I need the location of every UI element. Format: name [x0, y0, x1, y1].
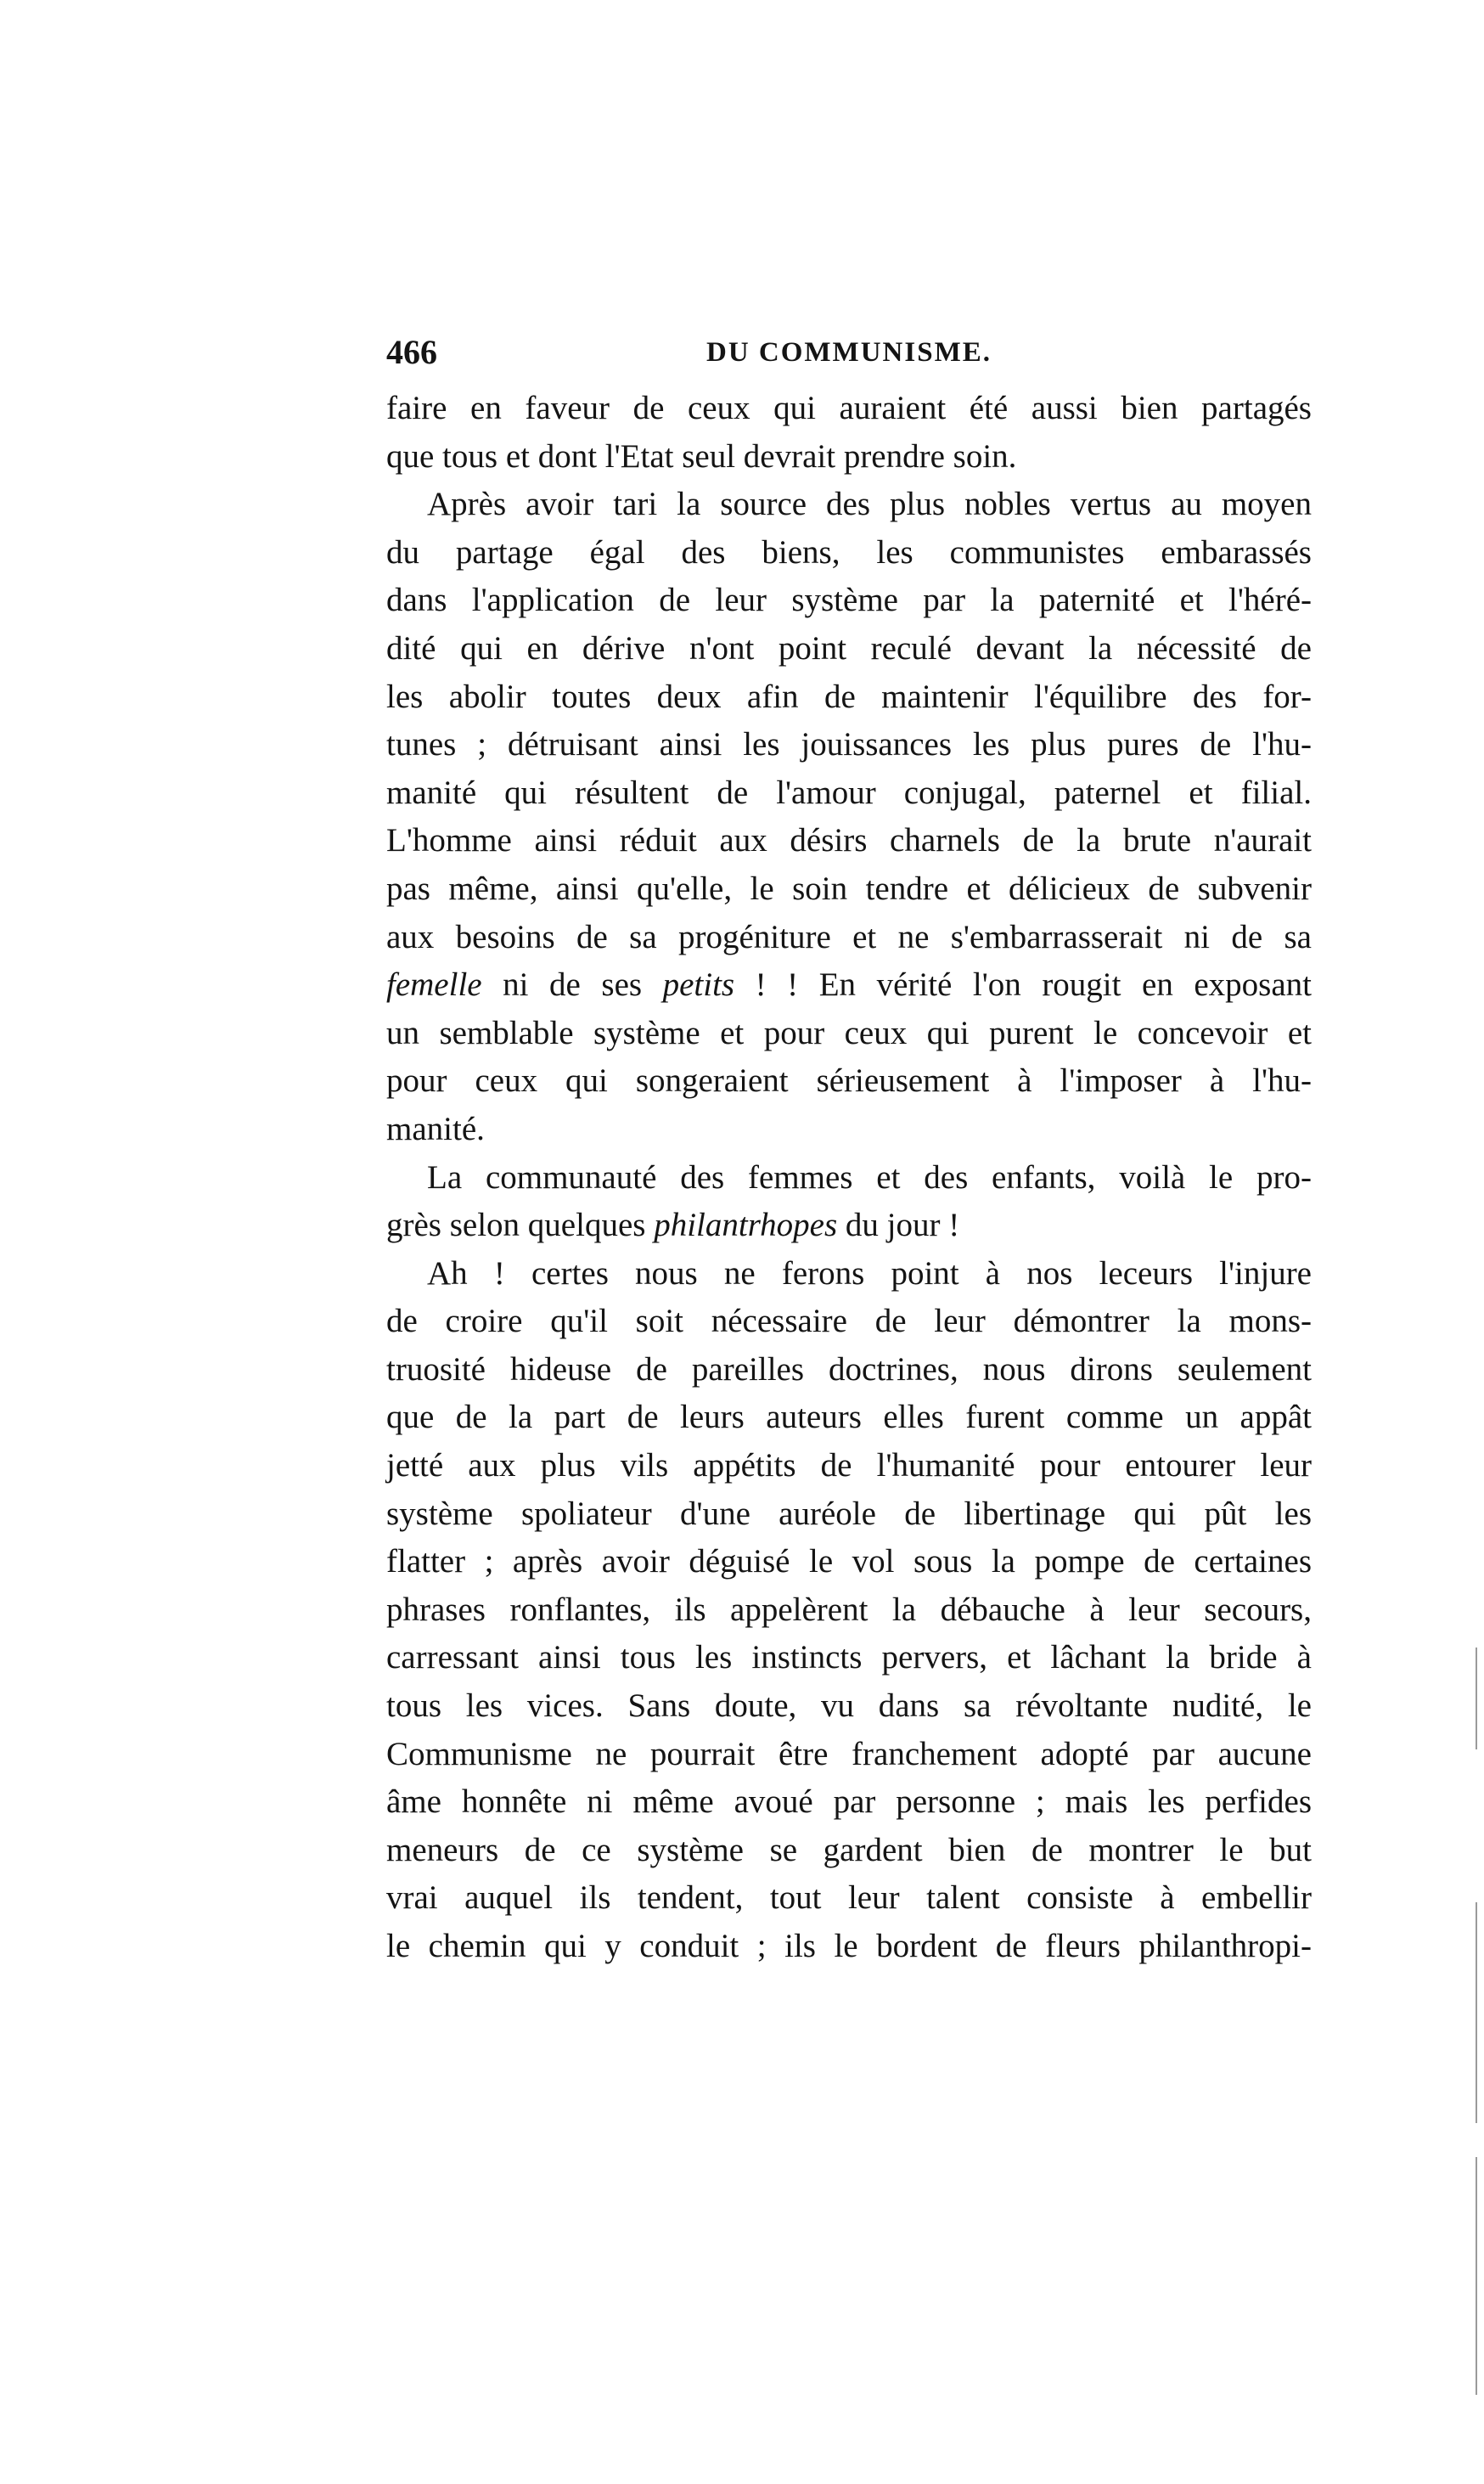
text-line: que tous et dont l'Etat seul devrait prendre soin.	[386, 437, 1017, 475]
margin-mark	[1476, 2157, 1477, 2395]
text-line: que de la part de leurs auteurs elles furent comme un appât	[386, 1399, 1312, 1436]
text-line: flatter ; après avoir déguisé le vol sous la pompe de certaines	[386, 1543, 1312, 1580]
text-line: manité.	[386, 1110, 485, 1147]
text-line: vrai auquel ils tendent, tout leur talent consiste à embellir	[386, 1879, 1312, 1917]
text-line: L'homme ainsi réduit aux désirs charnels de la brute n'aurait	[386, 822, 1312, 859]
text-line: Après avoir tari la source des plus nobles vertus au moyen	[427, 486, 1312, 523]
margin-mark	[1476, 1902, 1477, 2123]
text-line: tunes ; détruisant ainsi les jouissances les plus pures de l'hu-	[386, 726, 1312, 763]
text-line: les abolir toutes deux afin de maintenir l'équilibre des for-	[386, 678, 1312, 715]
body-text	[386, 385, 1312, 1971]
italic-text: femelle	[386, 966, 482, 1004]
text-line: pour ceux qui songeraient sérieusement à l'imposer à l'hu-	[386, 1062, 1312, 1100]
text-line: faire en faveur de ceux qui auraient été aussi bien partagés	[386, 390, 1312, 426]
text-line: phrases ronflantes, ils appelèrent la débauche à leur secours,	[386, 1591, 1312, 1628]
text-line	[386, 1202, 1312, 1250]
text-line: système spoliateur d'une auréole de libertinage qui pût les	[386, 1495, 1312, 1532]
text-line: carressant ainsi tous les instincts pervers, et lâchant la bride à	[386, 1639, 1312, 1676]
text-segment: ! ! En vérité l'on rougit en exposant	[734, 966, 1313, 1004]
text-line: La communauté des femmes et des enfants, voilà le pro-	[427, 1158, 1312, 1196]
page-number: 466	[386, 333, 437, 371]
text-line: dité qui en dérive n'ont point reculé devant la nécessité de	[386, 629, 1312, 667]
text-line: manité qui résultent de l'amour conjugal, paternel et filial.	[386, 774, 1312, 811]
text-line: aux besoins de sa progéniture et ne s'embarrasserait ni de sa	[386, 918, 1312, 955]
italic-text: petits	[662, 966, 735, 1004]
text-segment: grès selon quelques	[386, 1207, 655, 1244]
text-line: âme honnête ni même avoué par personne ; mais les perfides	[386, 1783, 1312, 1821]
text-line: meneurs de ce système se gardent bien de montrer le but	[386, 1831, 1312, 1868]
text-segment: du jour !	[837, 1207, 960, 1244]
text-line: tous les vices. Sans doute, vu dans sa révoltante nudité, le	[386, 1687, 1312, 1725]
text-line: Communisme ne pourrait être franchement adopté par aucune	[386, 1735, 1312, 1772]
text-line: pas même, ainsi qu'elle, le soin tendre et délicieux de subvenir	[386, 870, 1312, 907]
text-line: de croire qu'il soit nécessaire de leur démontrer la mons-	[386, 1303, 1312, 1340]
text-line: du partage égal des biens, les communistes embarassés	[386, 533, 1312, 571]
text-line: Ah ! certes nous ne ferons point à nos leceurs l'injure	[427, 1254, 1312, 1292]
text-line: un semblable système et pour ceux qui purent le concevoir et	[386, 1014, 1312, 1051]
text-segment: ni de ses	[481, 966, 663, 1004]
text-line: le chemin qui y conduit ; ils le bordent de fleurs philanthropi-	[386, 1928, 1312, 1964]
margin-mark	[1476, 1648, 1477, 1749]
text-line: dans l'application de leur système par la paternité et l'héré-	[386, 582, 1312, 619]
italic-text: philantrhopes	[654, 1207, 838, 1244]
running-title: DU COMMUNISME.	[706, 337, 992, 368]
page	[386, 327, 1312, 1971]
text-line	[386, 961, 1312, 1010]
running-head	[386, 327, 1312, 378]
text-line: truosité hideuse de pareilles doctrines, nous dirons seulement	[386, 1350, 1312, 1388]
text-line: jetté aux plus vils appétits de l'humanité pour entourer leur	[386, 1447, 1312, 1484]
